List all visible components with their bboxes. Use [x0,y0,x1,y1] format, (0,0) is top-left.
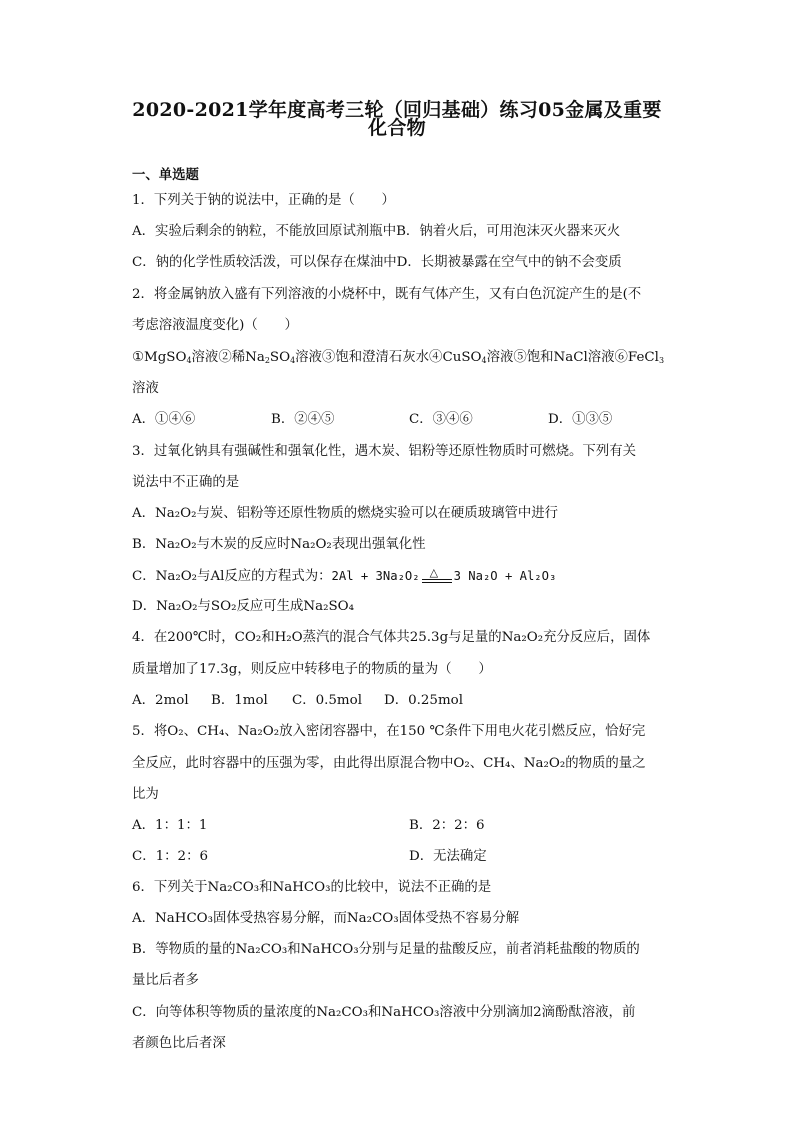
q5-option-c: C．1：2：6 [132,849,208,864]
q6-option-c-line2: 者颜色比后者深 [132,1036,226,1051]
q5-stem-line1: 5．将O₂、CH₄、Na₂O₂放入密闭容器中，在150 ℃条件下用电火花引燃反应，恰好完 [132,724,646,739]
q2-list-part: SO [269,350,291,365]
q2-stem-line2: 考虑溶液温度变化)（ ） [132,318,298,333]
q6-stem: 6．下列关于Na₂CO₃和NaHCO₃的比较中，说法不正确的是 [132,880,492,895]
q6-option-b-line1: B．等物质的量的Na₂CO₃和NaHCO₃分别与足量的盐酸反应，前者消耗盐酸的物质的 [132,942,640,957]
q6-option-c-line1: C．向等体积等物质的量浓度的Na₂CO₃和NaHCO₃溶液中分别滴加2滴酚酞溶液，前 [132,1005,636,1020]
q5-option-a: A．1：1：1 [132,818,208,833]
reaction-arrow [420,565,454,584]
q2-list-part: 溶液②稀Na [191,350,265,365]
q4-option-b: B．1mol [211,693,268,708]
section-heading: 一、单选题 [132,167,199,183]
q6-option-b-line2: 量比后者多 [132,973,199,988]
q4-option-d: D．0.25mol [384,693,463,708]
q4-option-a: A．2mol [132,693,189,708]
q3-option-c-label: C．Na₂O₂与Al反应的方程式为： [132,569,332,584]
q5-stem-line2: 全反应，此时容器中的压强为零，由此得出原混合物中O₂、CH₄、Na₂O₂的物质的量之 [132,756,646,771]
q5-option-b: B．2：2：6 [409,818,485,833]
q2-option-d: D．①③⑤ [548,412,613,427]
q3-stem-line1: 3．过氧化钠具有强碱性和强氧化性，遇木炭、铝粉等还原性物质时可燃烧。下列有关 [132,444,636,459]
q1-options-cd: C．钠的化学性质较活泼，可以保存在煤油中D．长期被暴露在空气中的钠不会变质 [132,255,622,270]
q6-option-a: A．NaHCO₃固体受热容易分解，而Na₂CO₃固体受热不容易分解 [132,911,520,926]
q5-stem-line3: 比为 [132,787,159,802]
q2-solution-list: ①MgSO$_4$溶液②稀$Na_2SO_4$溶液③饱和澄清石灰水④CuSO$_4$溶液⑤饱和NaCl溶液⑥FeCl$_3$ [132,350,665,365]
q4-option-c: C．0.5mol [292,693,362,708]
heat-triangle-icon: △ [429,565,439,579]
document-title-line2: 化合物 [368,117,426,139]
q1-stem: 1．下列关于钠的说法中，正确的是（ ） [132,193,395,208]
q2-option-c: C．③④⑥ [409,412,473,427]
q2-list-part: 溶液③饱和澄清石灰水④CuSO [295,350,482,365]
q3-equation-right: 3 Na₂O + Al₂O₃ [453,569,557,583]
q4-stem-line2: 质量增加了17.3g，则反应中转移电子的物质的量为（ ） [132,662,492,677]
q3-option-d: D．Na₂O₂与SO₂反应可生成Na₂SO₄ [132,599,354,614]
q4-stem-line1: 4．在200℃时，CO₂和H₂O蒸汽的混合气体共25.3g与足量的Na₂O₂充分反应后，固体 [132,630,651,645]
q3-option-b: B．Na₂O₂与木炭的反应时Na₂O₂表现出强氧化性 [132,537,426,552]
q2-option-a: A．①④⑥ [132,412,196,427]
q2-stem-line1: 2．将金属钠放入盛有下列溶液的小烧杯中，既有气体产生，又有白色沉淀产生的是(不 [132,287,642,302]
q3-stem-line2: 说法中不正确的是 [132,475,240,490]
q1-options-ab: A．实验后剩余的钠粒，不能放回原试剂瓶中B．钠着火后，可用泡沫灭火器来灭火 [132,224,621,239]
q2-option-b: B．②④⑤ [271,412,335,427]
q2-list-end: 溶液 [132,381,159,396]
q3-option-c [132,567,556,586]
document-title-line1: 2020-2021学年度高考三轮（回归基础）练习05金属及重要 [132,99,662,121]
q3-equation-left: 2Al + 3Na₂O₂ [331,569,420,583]
q5-option-d: D．无法确定 [409,849,487,864]
q2-list-part: 溶液⑤饱和NaCl溶液⑥FeCl [486,350,659,365]
q3-option-a: A．Na₂O₂与炭、铝粉等还原性物质的燃烧实验可以在硬质玻璃管中进行 [132,506,559,521]
q2-list-part: ①MgSO [132,350,187,365]
